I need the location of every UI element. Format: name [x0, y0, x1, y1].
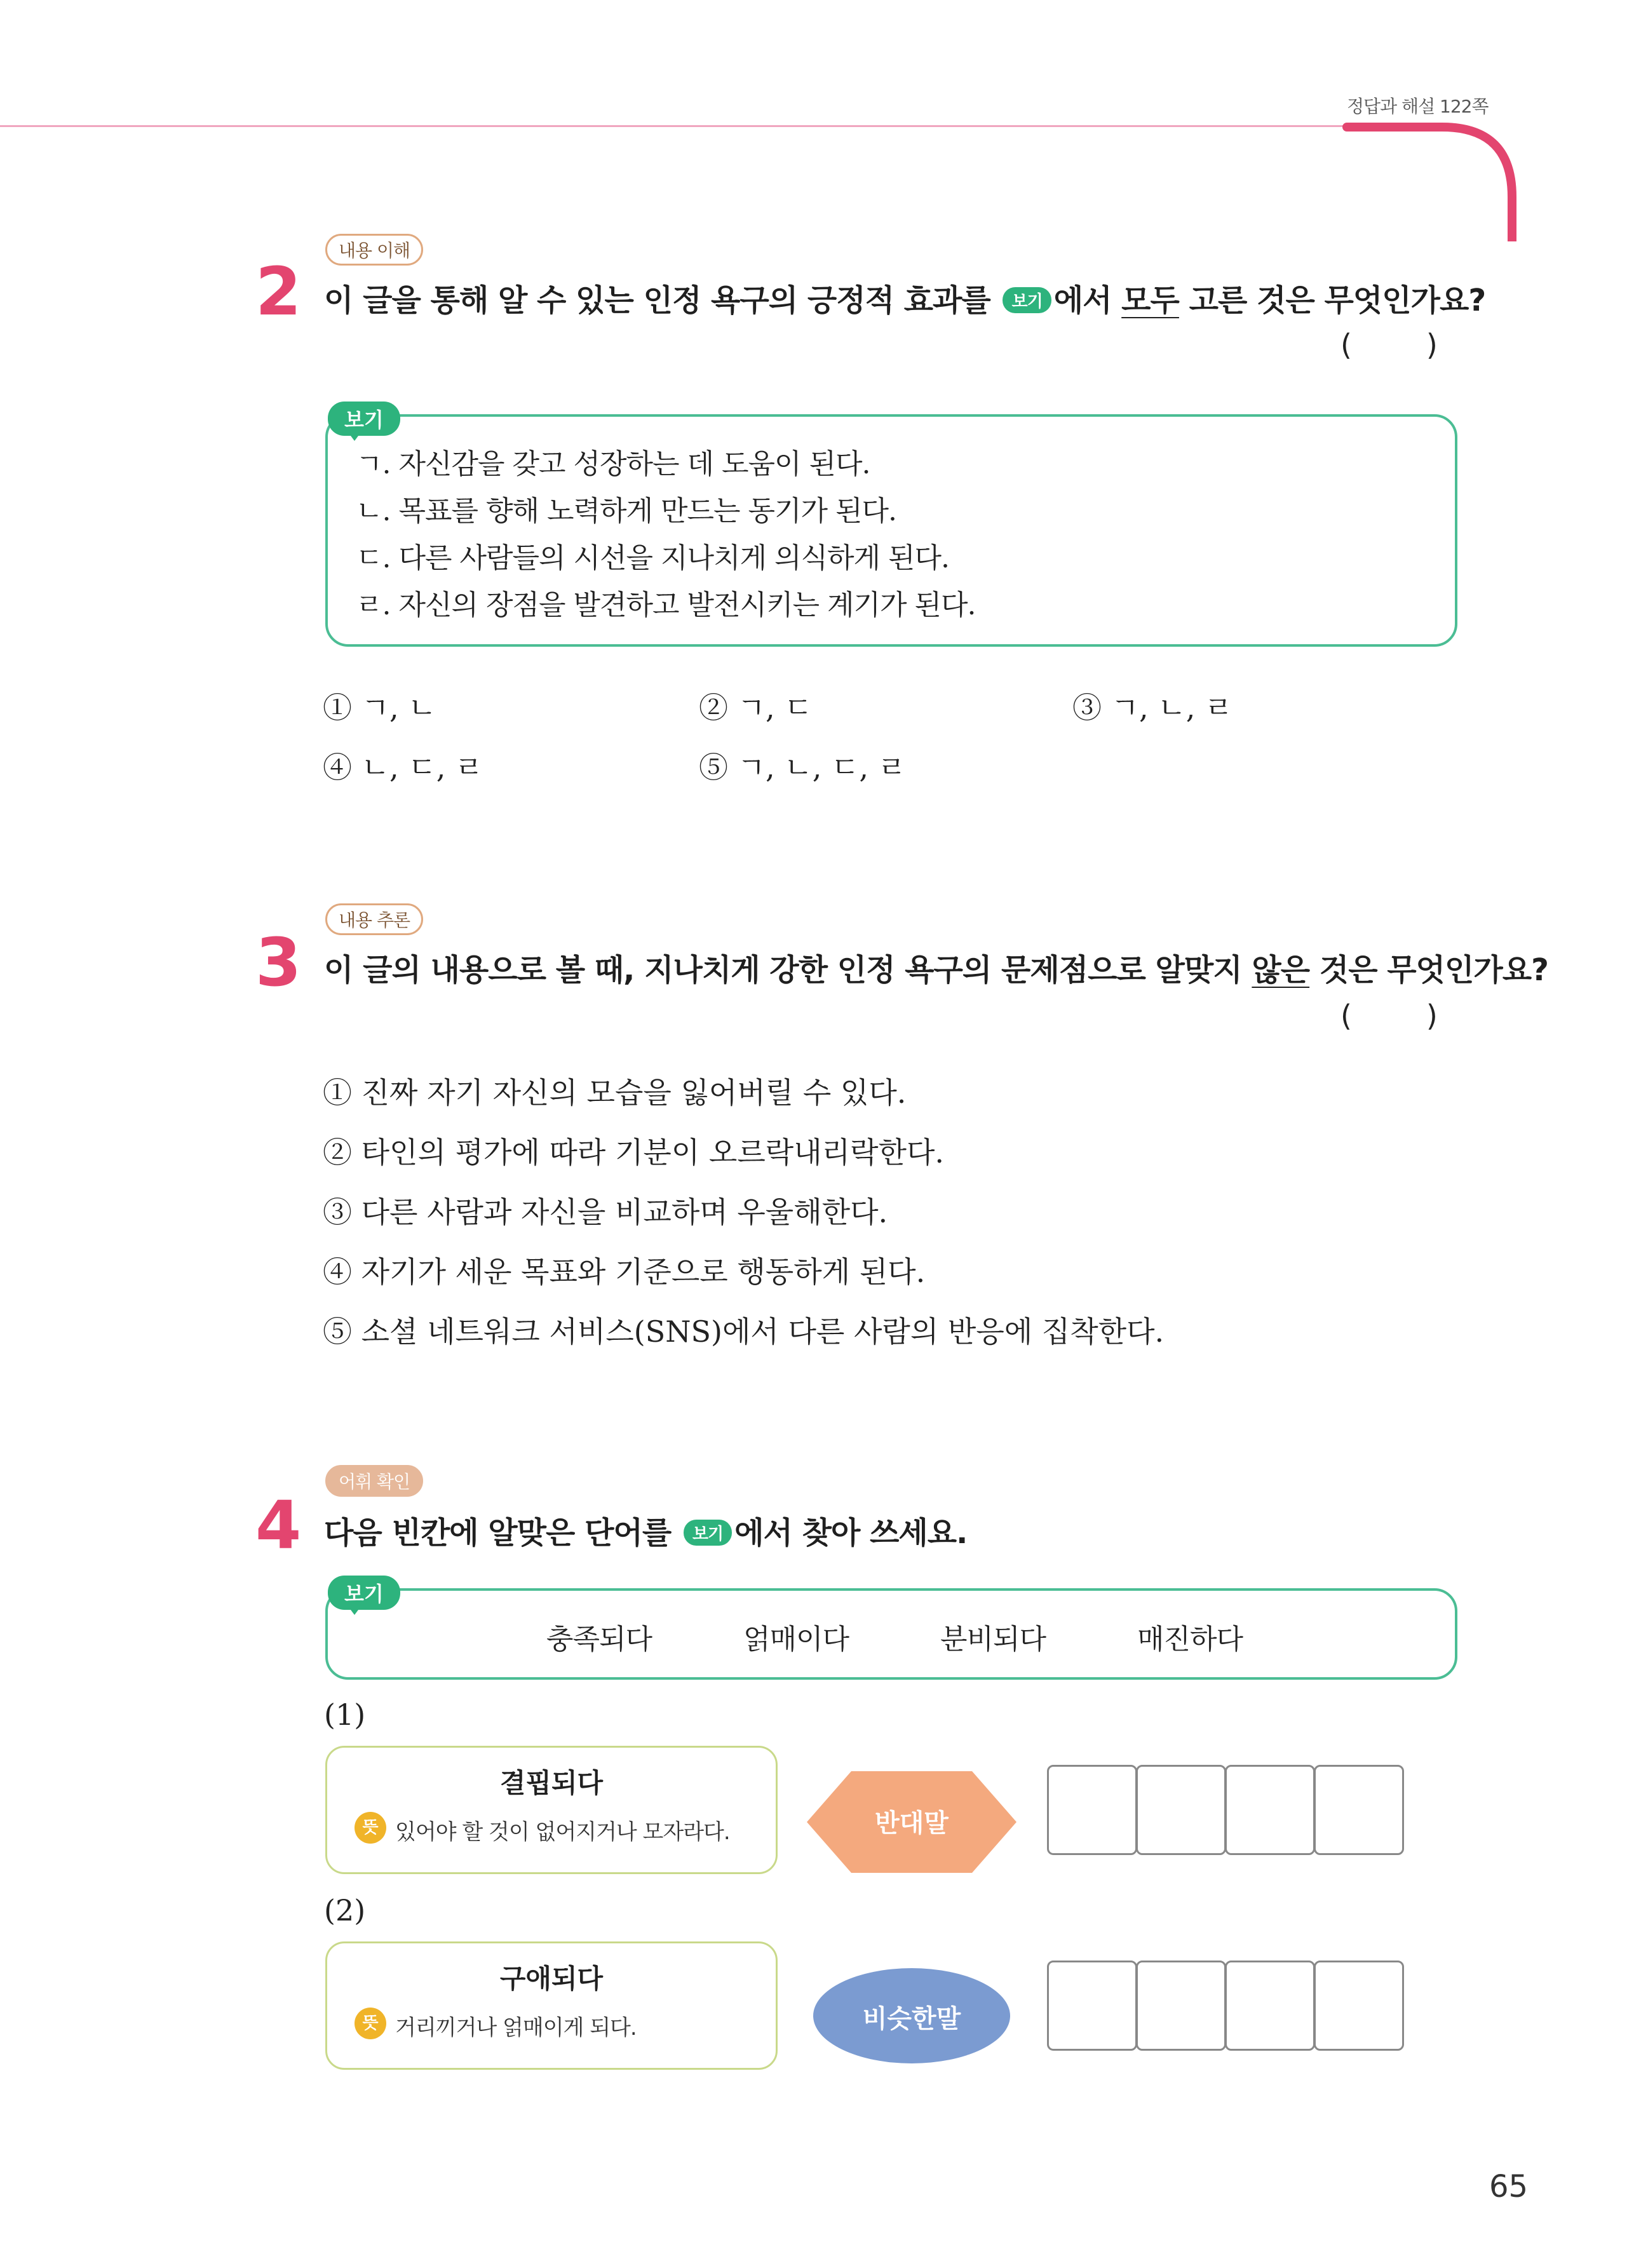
- header-rule: [0, 125, 1347, 127]
- q2-bogi-item: ㄹ. 자신의 장점을 발견하고 발전시키는 계기가 된다.: [356, 589, 976, 621]
- q2-number: 2: [255, 253, 302, 330]
- q3-tag: 내용 추론: [325, 903, 423, 935]
- q4-sub2-meaning-badge: 뜻: [355, 2008, 386, 2039]
- q2-answer-paren[interactable]: ( ): [1340, 328, 1438, 362]
- q4-sub1-meaning-badge: 뜻: [355, 1812, 386, 1844]
- q2-choice-1[interactable]: ① ㄱ, ㄴ: [323, 691, 436, 725]
- q3-text-after: 것은 무엇인가요?: [1309, 952, 1548, 988]
- q4-sub2-answer-cell[interactable]: [1136, 1961, 1226, 2051]
- q2-bogi-item: ㄱ. 자신감을 갖고 성장하는 데 도움이 된다.: [356, 448, 870, 480]
- q2-choice-5[interactable]: ⑤ ㄱ, ㄴ, ㄷ, ㄹ: [699, 750, 907, 785]
- q3-choice-2[interactable]: ② 타인의 평가에 따라 기분이 오르락내리락한다.: [323, 1135, 945, 1170]
- q2-bogi-inline: 보기: [1003, 287, 1051, 313]
- q2-text-before: 이 글을 통해 알 수 있는 인정 욕구의 긍정적 효과를: [324, 283, 1001, 318]
- q2-bogi-label: 보기: [328, 402, 400, 436]
- q3-choice-1[interactable]: ① 진짜 자기 자신의 모습을 잃어버릴 수 있다.: [323, 1076, 907, 1110]
- q2-bogi-item: ㄷ. 다른 사람들의 시선을 지나치게 의식하게 된다.: [356, 542, 949, 574]
- q4-text-before: 다음 빈칸에 알맞은 단어를: [324, 1515, 681, 1551]
- q4-sub1-relation: 반대말: [875, 1809, 949, 1838]
- q4-bogi-tail: [347, 1605, 362, 1615]
- q4-sub1-answer-cell[interactable]: [1225, 1765, 1315, 1855]
- corner-decoration: [1340, 121, 1518, 241]
- q4-bogi-label: 보기: [328, 1576, 400, 1610]
- q4-question: [324, 1508, 967, 1552]
- q4-bogi-word: 매진하다: [1137, 1623, 1243, 1656]
- q3-choice-3[interactable]: ③ 다른 사람과 자신을 비교하며 우울해한다.: [323, 1195, 888, 1229]
- q2-text-after: 고른 것은 무엇인가요?: [1178, 283, 1486, 318]
- q2-choice-2[interactable]: ② ㄱ, ㄷ: [699, 691, 813, 725]
- q4-number: 4: [255, 1487, 302, 1564]
- q4-sub1-word: 결핍되다: [499, 1767, 604, 1799]
- q4-bogi-word: 충족되다: [546, 1623, 652, 1656]
- q4-sub1-answer-cell[interactable]: [1314, 1765, 1404, 1855]
- q2-choice-4[interactable]: ④ ㄴ, ㄷ, ㄹ: [323, 750, 483, 785]
- q4-sub1-meaning: 있어야 할 것이 없어지거나 모자라다.: [395, 1819, 730, 1845]
- q2-tag: 내용 이해: [325, 234, 423, 266]
- q4-sub2-word: 구애되다: [499, 1963, 604, 1994]
- q4-bogi-box: [325, 1588, 1457, 1680]
- q4-sub2-meaning: 거리끼거나 얽매이게 되다.: [395, 2015, 637, 2041]
- q4-bogi-word: 얽매이다: [743, 1623, 849, 1656]
- q3-underlined: 않은: [1252, 952, 1310, 988]
- answer-reference: 정답과 해설 122쪽: [1347, 96, 1489, 117]
- q2-choice-3[interactable]: ③ ㄱ, ㄴ, ㄹ: [1072, 691, 1233, 725]
- q2-underlined: 모두: [1121, 283, 1179, 318]
- q4-sub1-answer-cell[interactable]: [1136, 1765, 1226, 1855]
- q4-sub2-answer-cell[interactable]: [1225, 1961, 1315, 2051]
- q4-text-after: 에서 찾아 쓰세요.: [734, 1515, 968, 1551]
- q3-text-before: 이 글의 내용으로 볼 때, 지나치게 강한 인정 욕구의 문제점으로 알맞지: [324, 952, 1252, 988]
- q3-choice-4[interactable]: ④ 자기가 세운 목표와 기준으로 행동하게 된다.: [323, 1255, 926, 1289]
- page-number: 65: [1489, 2169, 1529, 2204]
- q3-number: 3: [255, 924, 302, 1001]
- q4-tag: 어휘 확인: [325, 1465, 423, 1497]
- q2-bogi-tail: [347, 431, 362, 441]
- q2-question: [324, 276, 1485, 320]
- q4-bogi-inline: 보기: [684, 1520, 732, 1546]
- q4-sub2-answer-cell[interactable]: [1047, 1961, 1137, 2051]
- q2-text-mid: 에서: [1053, 283, 1122, 318]
- q4-sub1-label: (1): [324, 1698, 366, 1732]
- q3-question: [324, 945, 1548, 989]
- q4-sub2-relation: 비슷한말: [862, 2004, 961, 2034]
- q3-answer-paren[interactable]: ( ): [1340, 999, 1438, 1033]
- q4-sub2-answer-cell[interactable]: [1314, 1961, 1404, 2051]
- q3-choice-5[interactable]: ⑤ 소셜 네트워크 서비스(SNS)에서 다른 사람의 반응에 집착한다.: [323, 1314, 1165, 1349]
- q4-sub1-answer-cell[interactable]: [1047, 1765, 1137, 1855]
- q4-sub2-label: (2): [324, 1893, 366, 1927]
- q2-bogi-item: ㄴ. 목표를 향해 노력하게 만드는 동기가 된다.: [356, 495, 896, 527]
- q4-bogi-word: 분비되다: [940, 1623, 1046, 1656]
